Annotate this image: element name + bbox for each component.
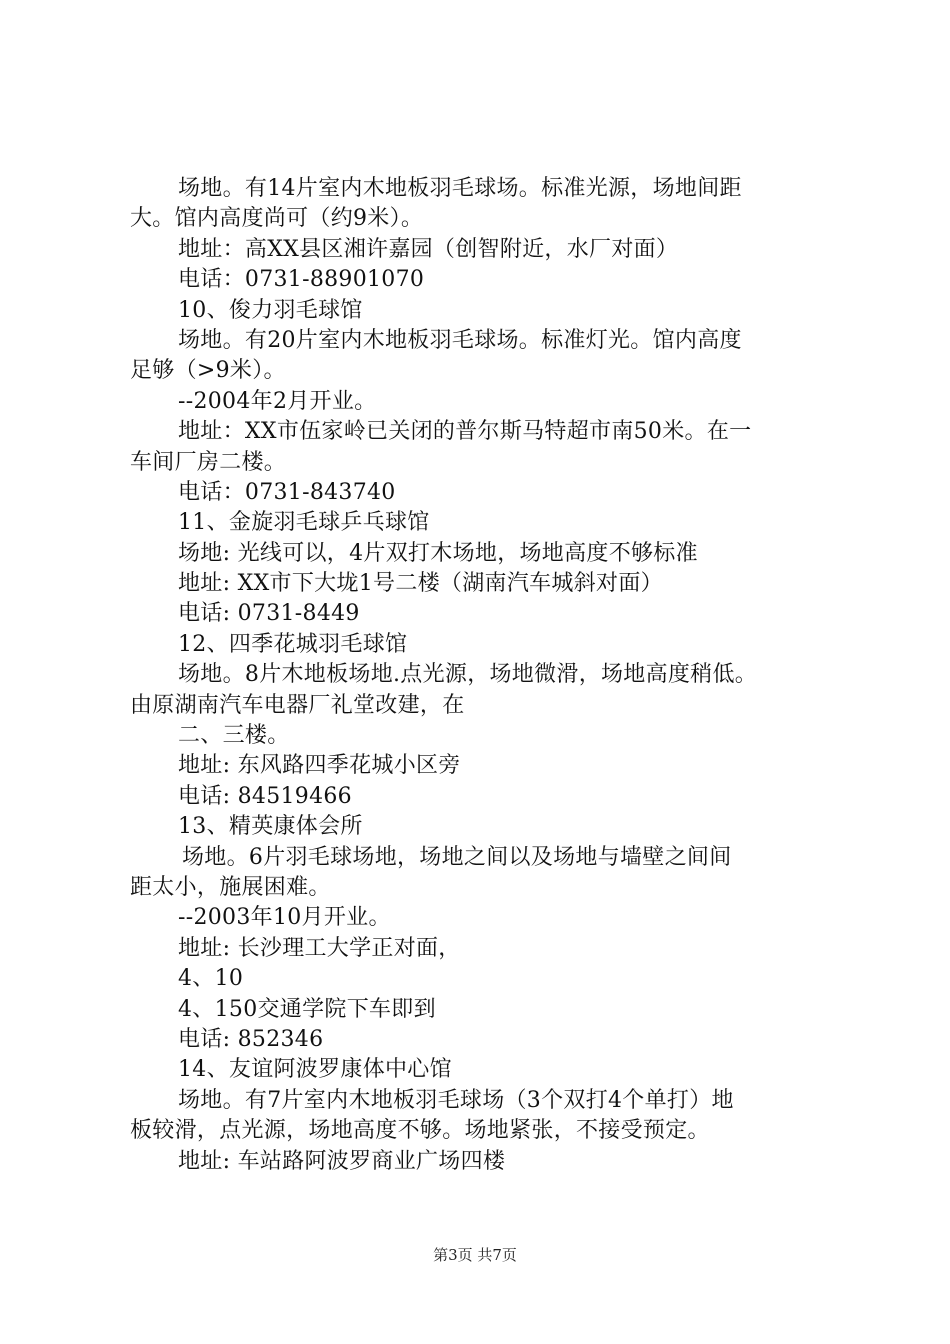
text-line: 电话: 852346 <box>178 1026 324 1052</box>
text-line: 足够（>9米）。 <box>130 358 286 384</box>
text-line: 地址: 长沙理工大学正对面， <box>178 935 461 961</box>
text-line: 地址: 东风路四季花城小区旁 <box>178 753 461 779</box>
text-line: 场地。有7片室内木地板羽毛球场（3个双打4个单打）地 <box>178 1087 734 1113</box>
text-line: 场地。8片木地板场地.点光源，场地微滑，场地高度稍低。 <box>178 662 758 688</box>
document-body <box>130 174 840 1177</box>
text-line: --2003年10月开业。 <box>178 905 391 931</box>
text-line: 二、三楼。 <box>178 723 290 749</box>
text-line: 地址：XX市伍家岭已关闭的普尔斯马特超市南50米。在一 <box>178 419 752 445</box>
text-line: 场地。6片羽毛球场地，场地之间以及场地与墙壁之间间 <box>182 844 732 870</box>
text-line: 大。馆内高度尚可（约9米）。 <box>130 206 424 232</box>
text-line: 10、俊力羽毛球馆 <box>178 297 363 323</box>
text-line: 电话：0731-843740 <box>178 479 396 505</box>
text-line: 距太小，施展困难。 <box>130 874 331 900</box>
text-line: 12、四季花城羽毛球馆 <box>178 631 408 657</box>
text-line: 场地。有20片室内木地板羽毛球场。标准灯光。馆内高度 <box>178 327 742 353</box>
text-line: 14、友谊阿波罗康体中心馆 <box>178 1057 452 1083</box>
text-line: 场地: 光线可以，4片双打木场地，场地高度不够标准 <box>178 540 698 566</box>
text-line: --2004年2月开业。 <box>178 388 377 414</box>
text-line: 场地。有14片室内木地板羽毛球场。标准光源，场地间距 <box>178 176 742 201</box>
text-line: 地址：高XX县区湘许嘉园（创智附近，水厂对面） <box>178 236 679 262</box>
text-line: 4、150交通学院下车即到 <box>178 996 436 1022</box>
page-footer: 第3页 共7页 <box>433 1246 517 1264</box>
text-line: 13、精英康体会所 <box>178 814 363 840</box>
text-line: 电话：0731-88901070 <box>178 267 425 293</box>
text-line: 电话: 0731-8449 <box>178 601 360 627</box>
text-line: 由原湖南汽车电器厂礼堂改建，在 <box>130 692 465 718</box>
text-line: 板较滑，点光源，场地高度不够。场地紧张，不接受预定。 <box>130 1118 710 1144</box>
text-line: 地址: XX市下大垅1号二楼（湖南汽车城斜对面） <box>178 571 663 597</box>
text-line: 地址: 车站路阿波罗商业广场四楼 <box>178 1148 506 1174</box>
text-line: 11、金旋羽毛球乒乓球馆 <box>178 510 430 536</box>
text-line: 4、10 <box>178 966 244 992</box>
text-line: 电话: 84519466 <box>178 783 352 809</box>
text-line: 车间厂房二楼。 <box>130 449 287 475</box>
